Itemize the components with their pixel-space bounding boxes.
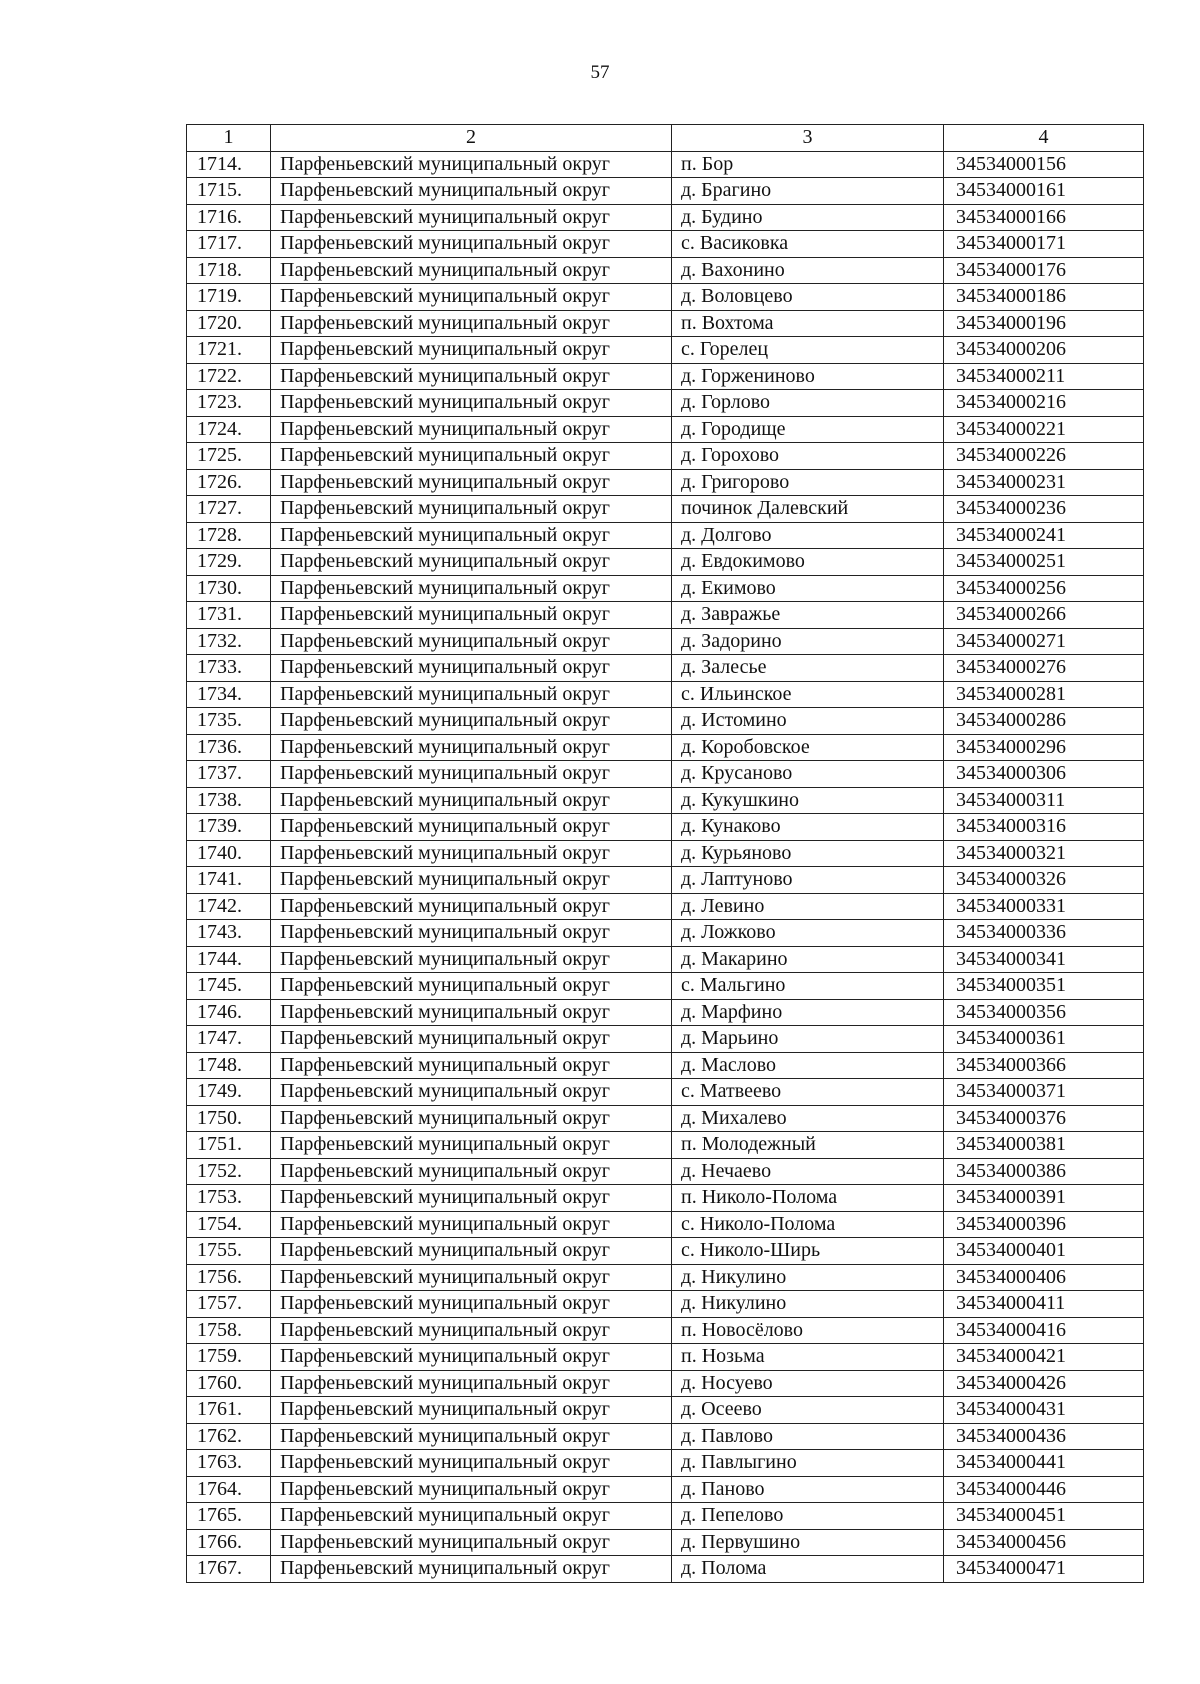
table-row: [187, 1450, 1144, 1477]
table-row: [187, 575, 1144, 602]
oktmo-code: 34534000446: [944, 1476, 1144, 1503]
table-row: [187, 734, 1144, 761]
settlement-name: д. Левино: [672, 893, 944, 920]
row-number: 1762.: [187, 1423, 271, 1450]
settlement-name: с. Николо-Полома: [672, 1211, 944, 1238]
table-row: [187, 761, 1144, 788]
row-number: 1715.: [187, 178, 271, 205]
district-name: Парфеньевский муниципальный округ: [271, 1264, 672, 1291]
oktmo-code: 34534000211: [944, 363, 1144, 390]
settlement-name: д. Полома: [672, 1556, 944, 1583]
oktmo-code: 34534000161: [944, 178, 1144, 205]
district-name: Парфеньевский муниципальный округ: [271, 1503, 672, 1530]
row-number: 1732.: [187, 628, 271, 655]
page-number: 57: [590, 62, 610, 83]
settlement-name: п. Вохтома: [672, 310, 944, 337]
settlement-name: д. Макарино: [672, 946, 944, 973]
district-name: Парфеньевский муниципальный округ: [271, 257, 672, 284]
settlement-name: д. Залесье: [672, 655, 944, 682]
table-row: [187, 1238, 1144, 1265]
district-name: Парфеньевский муниципальный округ: [271, 602, 672, 629]
table-row: [187, 1079, 1144, 1106]
district-name: Парфеньевский муниципальный округ: [271, 946, 672, 973]
row-number: 1764.: [187, 1476, 271, 1503]
oktmo-code: 34534000216: [944, 390, 1144, 417]
oktmo-code: 34534000321: [944, 840, 1144, 867]
table-row: [187, 787, 1144, 814]
table-header-row: [187, 125, 1144, 152]
row-number: 1754.: [187, 1211, 271, 1238]
district-name: Парфеньевский муниципальный округ: [271, 1079, 672, 1106]
column-header-number: 1: [187, 125, 271, 152]
district-name: Парфеньевский муниципальный округ: [271, 284, 672, 311]
settlement-name: д. Горохово: [672, 443, 944, 470]
table-row: [187, 310, 1144, 337]
row-number: 1734.: [187, 681, 271, 708]
row-number: 1753.: [187, 1185, 271, 1212]
settlement-name: д. Михалево: [672, 1105, 944, 1132]
oktmo-code: 34534000351: [944, 973, 1144, 1000]
oktmo-code: 34534000241: [944, 522, 1144, 549]
row-number: 1731.: [187, 602, 271, 629]
district-name: Парфеньевский муниципальный округ: [271, 1132, 672, 1159]
row-number: 1761.: [187, 1397, 271, 1424]
row-number: 1741.: [187, 867, 271, 894]
oktmo-code: 34534000296: [944, 734, 1144, 761]
table-row: [187, 1397, 1144, 1424]
row-number: 1722.: [187, 363, 271, 390]
district-name: Парфеньевский муниципальный округ: [271, 761, 672, 788]
table-row: [187, 628, 1144, 655]
district-name: Парфеньевский муниципальный округ: [271, 1344, 672, 1371]
settlement-name: д. Евдокимово: [672, 549, 944, 576]
row-number: 1716.: [187, 204, 271, 231]
district-name: Парфеньевский муниципальный округ: [271, 1423, 672, 1450]
table-row: [187, 1264, 1144, 1291]
district-name: Парфеньевский муниципальный округ: [271, 151, 672, 178]
row-number: 1735.: [187, 708, 271, 735]
oktmo-code: 34534000386: [944, 1158, 1144, 1185]
settlement-name: д. Марьино: [672, 1026, 944, 1053]
oktmo-code: 34534000206: [944, 337, 1144, 364]
oktmo-code: 34534000256: [944, 575, 1144, 602]
settlement-name: с. Матвеево: [672, 1079, 944, 1106]
settlement-name: д. Вахонино: [672, 257, 944, 284]
row-number: 1736.: [187, 734, 271, 761]
oktmo-code: 34534000186: [944, 284, 1144, 311]
row-number: 1717.: [187, 231, 271, 258]
district-name: Парфеньевский муниципальный округ: [271, 416, 672, 443]
oktmo-code: 34534000266: [944, 602, 1144, 629]
row-number: 1765.: [187, 1503, 271, 1530]
column-header-settlement: 3: [672, 125, 944, 152]
settlement-name: д. Носуево: [672, 1370, 944, 1397]
row-number: 1729.: [187, 549, 271, 576]
district-name: Парфеньевский муниципальный округ: [271, 443, 672, 470]
row-number: 1714.: [187, 151, 271, 178]
settlement-name: д. Горжениново: [672, 363, 944, 390]
settlement-name: д. Курьяново: [672, 840, 944, 867]
district-name: Парфеньевский муниципальный округ: [271, 973, 672, 1000]
table-row: [187, 231, 1144, 258]
row-number: 1725.: [187, 443, 271, 470]
row-number: 1739.: [187, 814, 271, 841]
settlement-name: д. Екимово: [672, 575, 944, 602]
row-number: 1750.: [187, 1105, 271, 1132]
table-row: [187, 1556, 1144, 1583]
settlement-name: д. Брагино: [672, 178, 944, 205]
district-name: Парфеньевский муниципальный округ: [271, 1556, 672, 1583]
oktmo-code: 34534000156: [944, 151, 1144, 178]
table-row: [187, 1052, 1144, 1079]
table-row: [187, 973, 1144, 1000]
district-name: Парфеньевский муниципальный округ: [271, 231, 672, 258]
district-name: Парфеньевский муниципальный округ: [271, 1105, 672, 1132]
column-header-code: 4: [944, 125, 1144, 152]
row-number: 1748.: [187, 1052, 271, 1079]
settlement-name: д. Кукушкино: [672, 787, 944, 814]
table-row: [187, 416, 1144, 443]
row-number: 1724.: [187, 416, 271, 443]
oktmo-code: 34534000381: [944, 1132, 1144, 1159]
district-name: Парфеньевский муниципальный округ: [271, 999, 672, 1026]
table-row: [187, 602, 1144, 629]
oktmo-code: 34534000176: [944, 257, 1144, 284]
district-name: Парфеньевский муниципальный округ: [271, 549, 672, 576]
oktmo-code: 34534000371: [944, 1079, 1144, 1106]
table-row: [187, 681, 1144, 708]
oktmo-code: 34534000401: [944, 1238, 1144, 1265]
row-number: 1742.: [187, 893, 271, 920]
district-name: Парфеньевский муниципальный округ: [271, 787, 672, 814]
oktmo-code: 34534000171: [944, 231, 1144, 258]
table-row: [187, 204, 1144, 231]
table-row: [187, 1370, 1144, 1397]
settlement-name: д. Нечаево: [672, 1158, 944, 1185]
settlement-name: с. Горелец: [672, 337, 944, 364]
row-number: 1757.: [187, 1291, 271, 1318]
district-name: Парфеньевский муниципальный округ: [271, 1450, 672, 1477]
oktmo-code: 34534000286: [944, 708, 1144, 735]
row-number: 1740.: [187, 840, 271, 867]
oktmo-code: 34534000391: [944, 1185, 1144, 1212]
table-row: [187, 257, 1144, 284]
table-row: [187, 284, 1144, 311]
table-row: [187, 469, 1144, 496]
row-number: 1758.: [187, 1317, 271, 1344]
settlement-name: д. Завражье: [672, 602, 944, 629]
row-number: 1727.: [187, 496, 271, 523]
settlement-name: починок Далевский: [672, 496, 944, 523]
oktmo-code: 34534000411: [944, 1291, 1144, 1318]
oktmo-code: 34534000311: [944, 787, 1144, 814]
district-name: Парфеньевский муниципальный округ: [271, 1211, 672, 1238]
row-number: 1738.: [187, 787, 271, 814]
table-row: [187, 1476, 1144, 1503]
district-name: Парфеньевский муниципальный округ: [271, 681, 672, 708]
row-number: 1726.: [187, 469, 271, 496]
row-number: 1723.: [187, 390, 271, 417]
settlement-name: п. Нозьма: [672, 1344, 944, 1371]
oktmo-code: 34534000236: [944, 496, 1144, 523]
row-number: 1755.: [187, 1238, 271, 1265]
settlement-name: д. Пепелово: [672, 1503, 944, 1530]
row-number: 1737.: [187, 761, 271, 788]
district-name: Парфеньевский муниципальный округ: [271, 1026, 672, 1053]
oktmo-code: 34534000436: [944, 1423, 1144, 1450]
row-number: 1720.: [187, 310, 271, 337]
row-number: 1743.: [187, 920, 271, 947]
settlement-name: д. Крусаново: [672, 761, 944, 788]
settlement-name: д. Первушино: [672, 1529, 944, 1556]
settlement-name: д. Задорино: [672, 628, 944, 655]
oktmo-code: 34534000406: [944, 1264, 1144, 1291]
settlement-name: д. Никулино: [672, 1291, 944, 1318]
district-name: Парфеньевский муниципальный округ: [271, 469, 672, 496]
oktmo-code: 34534000316: [944, 814, 1144, 841]
oktmo-code: 34534000341: [944, 946, 1144, 973]
table-row: [187, 496, 1144, 523]
table-row: [187, 655, 1144, 682]
row-number: 1746.: [187, 999, 271, 1026]
oktmo-code: 34534000396: [944, 1211, 1144, 1238]
row-number: 1749.: [187, 1079, 271, 1106]
row-number: 1766.: [187, 1529, 271, 1556]
settlement-name: д. Воловцево: [672, 284, 944, 311]
oktmo-code: 34534000376: [944, 1105, 1144, 1132]
settlement-name: д. Паново: [672, 1476, 944, 1503]
settlements-table: [186, 124, 1144, 1583]
row-number: 1728.: [187, 522, 271, 549]
table-body: [187, 151, 1144, 1582]
district-name: Парфеньевский муниципальный округ: [271, 575, 672, 602]
table-row: [187, 946, 1144, 973]
table-row: [187, 549, 1144, 576]
table-row: [187, 151, 1144, 178]
table-row: [187, 363, 1144, 390]
oktmo-code: 34534000356: [944, 999, 1144, 1026]
oktmo-code: 34534000196: [944, 310, 1144, 337]
district-name: Парфеньевский муниципальный округ: [271, 628, 672, 655]
district-name: Парфеньевский муниципальный округ: [271, 1158, 672, 1185]
oktmo-code: 34534000326: [944, 867, 1144, 894]
district-name: Парфеньевский муниципальный округ: [271, 363, 672, 390]
district-name: Парфеньевский муниципальный округ: [271, 840, 672, 867]
settlement-name: д. Кунаково: [672, 814, 944, 841]
settlement-name: д. Осеево: [672, 1397, 944, 1424]
district-name: Парфеньевский муниципальный округ: [271, 1052, 672, 1079]
table-row: [187, 1105, 1144, 1132]
district-name: Парфеньевский муниципальный округ: [271, 734, 672, 761]
row-number: 1745.: [187, 973, 271, 1000]
district-name: Парфеньевский муниципальный округ: [271, 337, 672, 364]
row-number: 1744.: [187, 946, 271, 973]
settlement-name: п. Новосёлово: [672, 1317, 944, 1344]
district-name: Парфеньевский муниципальный округ: [271, 204, 672, 231]
settlement-name: д. Городище: [672, 416, 944, 443]
settlement-name: д. Маслово: [672, 1052, 944, 1079]
district-name: Парфеньевский муниципальный округ: [271, 655, 672, 682]
oktmo-code: 34534000416: [944, 1317, 1144, 1344]
table-row: [187, 390, 1144, 417]
district-name: Парфеньевский муниципальный округ: [271, 1291, 672, 1318]
oktmo-code: 34534000451: [944, 1503, 1144, 1530]
row-number: 1760.: [187, 1370, 271, 1397]
table-row: [187, 708, 1144, 735]
table-row: [187, 867, 1144, 894]
oktmo-code: 34534000471: [944, 1556, 1144, 1583]
oktmo-code: 34534000361: [944, 1026, 1144, 1053]
oktmo-code: 34534000331: [944, 893, 1144, 920]
settlement-name: с. Николо-Ширь: [672, 1238, 944, 1265]
settlement-name: д. Будино: [672, 204, 944, 231]
table-row: [187, 1185, 1144, 1212]
table-row: [187, 893, 1144, 920]
table-row: [187, 1211, 1144, 1238]
table-row: [187, 1291, 1144, 1318]
settlement-name: п. Молодежный: [672, 1132, 944, 1159]
settlement-name: д. Коробовское: [672, 734, 944, 761]
district-name: Парфеньевский муниципальный округ: [271, 920, 672, 947]
row-number: 1751.: [187, 1132, 271, 1159]
table-row: [187, 337, 1144, 364]
table-row: [187, 1158, 1144, 1185]
row-number: 1730.: [187, 575, 271, 602]
settlement-name: д. Никулино: [672, 1264, 944, 1291]
table-row: [187, 1317, 1144, 1344]
row-number: 1752.: [187, 1158, 271, 1185]
row-number: 1756.: [187, 1264, 271, 1291]
row-number: 1719.: [187, 284, 271, 311]
oktmo-code: 34534000456: [944, 1529, 1144, 1556]
settlement-name: п. Бор: [672, 151, 944, 178]
table-row: [187, 1529, 1144, 1556]
table-row: [187, 1344, 1144, 1371]
district-name: Парфеньевский муниципальный округ: [271, 708, 672, 735]
row-number: 1718.: [187, 257, 271, 284]
district-name: Парфеньевский муниципальный округ: [271, 1529, 672, 1556]
table-row: [187, 920, 1144, 947]
table-row: [187, 1423, 1144, 1450]
settlement-name: д. Долгово: [672, 522, 944, 549]
settlement-name: д. Григорово: [672, 469, 944, 496]
table-row: [187, 522, 1144, 549]
settlement-name: д. Павлово: [672, 1423, 944, 1450]
oktmo-code: 34534000251: [944, 549, 1144, 576]
district-name: Парфеньевский муниципальный округ: [271, 893, 672, 920]
oktmo-code: 34534000336: [944, 920, 1144, 947]
district-name: Парфеньевский муниципальный округ: [271, 867, 672, 894]
row-number: 1767.: [187, 1556, 271, 1583]
settlement-name: д. Павлыгино: [672, 1450, 944, 1477]
oktmo-code: 34534000281: [944, 681, 1144, 708]
settlement-name: д. Горлово: [672, 390, 944, 417]
row-number: 1763.: [187, 1450, 271, 1477]
district-name: Парфеньевский муниципальный округ: [271, 814, 672, 841]
oktmo-code: 34534000426: [944, 1370, 1144, 1397]
oktmo-code: 34534000421: [944, 1344, 1144, 1371]
district-name: Парфеньевский муниципальный округ: [271, 178, 672, 205]
oktmo-code: 34534000431: [944, 1397, 1144, 1424]
row-number: 1747.: [187, 1026, 271, 1053]
table-row: [187, 1026, 1144, 1053]
settlement-name: д. Лаптуново: [672, 867, 944, 894]
oktmo-code: 34534000271: [944, 628, 1144, 655]
table-row: [187, 840, 1144, 867]
table-row: [187, 443, 1144, 470]
table-row: [187, 999, 1144, 1026]
oktmo-code: 34534000306: [944, 761, 1144, 788]
oktmo-code: 34534000441: [944, 1450, 1144, 1477]
district-name: Парфеньевский муниципальный округ: [271, 522, 672, 549]
district-name: Парфеньевский муниципальный округ: [271, 1370, 672, 1397]
settlement-name: д. Ложково: [672, 920, 944, 947]
column-header-district: 2: [271, 125, 672, 152]
row-number: 1721.: [187, 337, 271, 364]
table-row: [187, 1503, 1144, 1530]
oktmo-code: 34534000166: [944, 204, 1144, 231]
district-name: Парфеньевский муниципальный округ: [271, 1476, 672, 1503]
settlement-name: п. Николо-Полома: [672, 1185, 944, 1212]
settlement-name: с. Ильинское: [672, 681, 944, 708]
district-name: Парфеньевский муниципальный округ: [271, 1397, 672, 1424]
oktmo-code: 34534000231: [944, 469, 1144, 496]
district-name: Парфеньевский муниципальный округ: [271, 1238, 672, 1265]
settlement-name: с. Мальгино: [672, 973, 944, 1000]
district-name: Парфеньевский муниципальный округ: [271, 310, 672, 337]
district-name: Парфеньевский муниципальный округ: [271, 390, 672, 417]
oktmo-code: 34534000276: [944, 655, 1144, 682]
settlement-name: д. Истомино: [672, 708, 944, 735]
table-row: [187, 1132, 1144, 1159]
table-row: [187, 178, 1144, 205]
table-row: [187, 814, 1144, 841]
district-name: Парфеньевский муниципальный округ: [271, 1185, 672, 1212]
row-number: 1759.: [187, 1344, 271, 1371]
oktmo-code: 34534000221: [944, 416, 1144, 443]
settlement-name: с. Васиковка: [672, 231, 944, 258]
settlement-name: д. Марфино: [672, 999, 944, 1026]
district-name: Парфеньевский муниципальный округ: [271, 496, 672, 523]
district-name: Парфеньевский муниципальный округ: [271, 1317, 672, 1344]
oktmo-code: 34534000226: [944, 443, 1144, 470]
row-number: 1733.: [187, 655, 271, 682]
oktmo-code: 34534000366: [944, 1052, 1144, 1079]
